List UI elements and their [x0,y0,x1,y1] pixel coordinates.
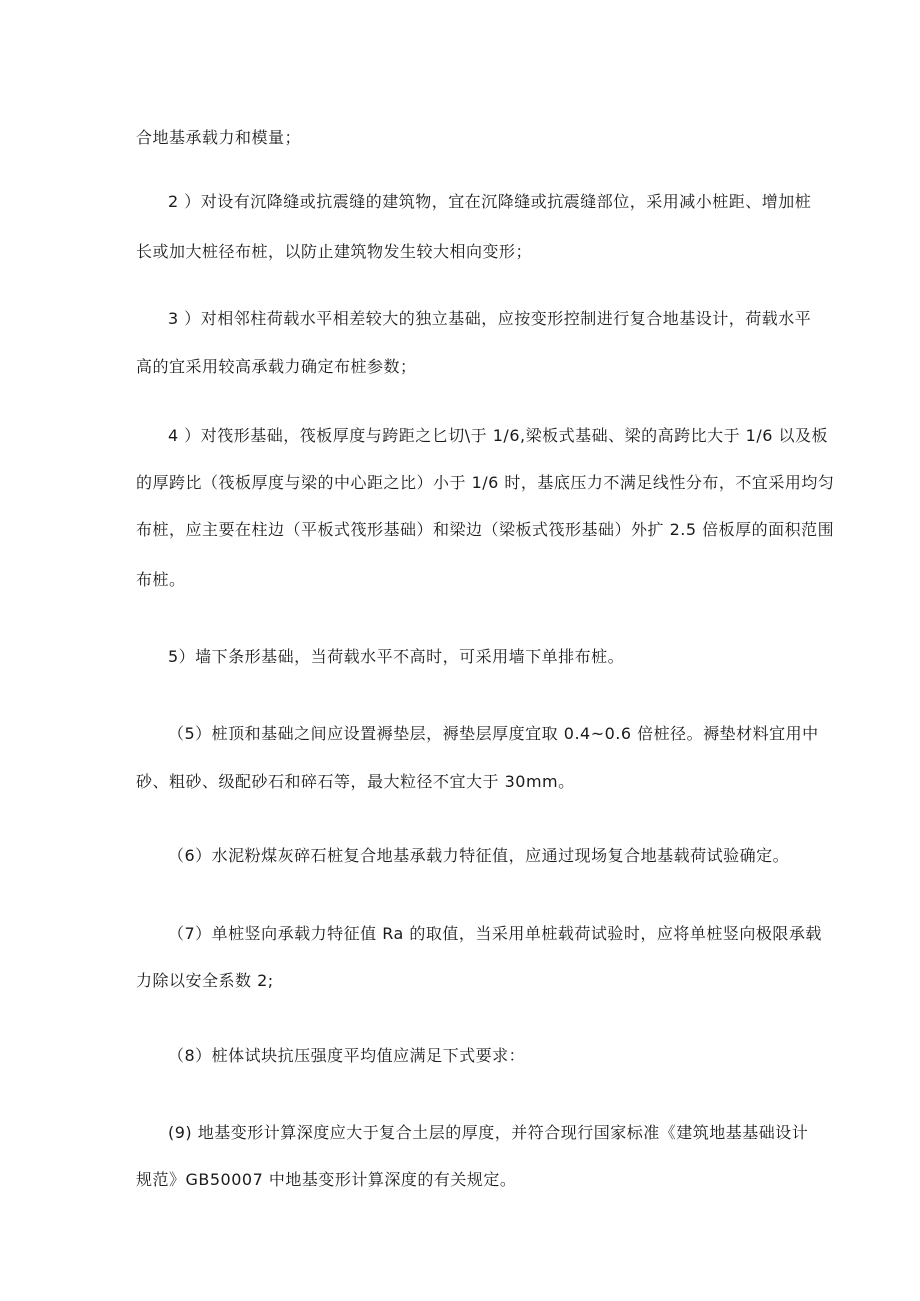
paragraph-3-line-1: 3 ）对相邻柱荷载水平相差较大的独立基础，应按变形控制进行复合地基设计，荷载水平 [168,309,812,328]
paragraph-1-line-1: 合地基承载力和模量； [136,128,302,147]
paragraph-6-line-1: （5）桩顶和基础之间应设置褥垫层，褥垫层厚度宜取 0.4~0.6 倍桩径。褥垫材料宜用中 [168,724,819,743]
paragraph-9-line-1: （8）桩体试块抗压强度平均值应满足下式要求： [168,1046,526,1065]
paragraph-4-line-1: 4 ）对筏形基础，筏板厚度与跨距之匕切\于 1/6,梁板式基础、梁的高跨比大于 1/6 以及板 [168,426,829,445]
paragraph-2-line-1: 2 ）对设有沉降缝或抗震缝的建筑物，宜在沉降缝或抗震缝部位，采用减小桩距、增加桩 [168,192,812,211]
paragraph-6-line-2: 砂、粗砂、级配砂石和碎石等，最大粒径不宜大于 30mm。 [136,772,575,791]
paragraph-8-line-2: 力除以安全系数 2; [136,971,274,990]
paragraph-7-line-1: （6）水泥粉煤灰碎石桩复合地基承载力特征值，应通过现场复合地基载荷试验确定。 [168,846,790,865]
paragraph-5-line-1: 5）墙下条形基础，当荷载水平不高时，可采用墙下单排布桩。 [168,647,625,666]
paragraph-4-line-2: 的厚跨比（筏板厚度与梁的中心距之比）小于 1/6 时，基底压力不满足线性分布，不宜采用均匀 [136,473,835,492]
paragraph-2-line-2: 长或加大桩径布桩，以防止建筑物发生较大相向变形； [136,242,533,261]
paragraph-4-line-3: 布桩，应主要在柱边（平板式筏形基础）和梁边（梁板式筏形基础）外扩 2.5 倍板厚的面积范围 [136,520,835,539]
paragraph-4-line-4: 布桩。 [136,570,186,589]
paragraph-8-line-1: （7）单桩竖向承载力特征值 Ra 的取值，当采用单桩载荷试验时，应将单桩竖向极限承载 [168,924,822,943]
paragraph-10-line-2: 规范》GB50007 中地基变形计算深度的有关规定。 [136,1170,517,1189]
paragraph-3-line-2: 高的宜采用较高承载力确定布桩参数； [136,357,417,376]
paragraph-10-line-1: (9) 地基变形计算深度应大于复合土层的厚度，并符合现行国家标准《建筑地基基础设计 [168,1123,809,1142]
